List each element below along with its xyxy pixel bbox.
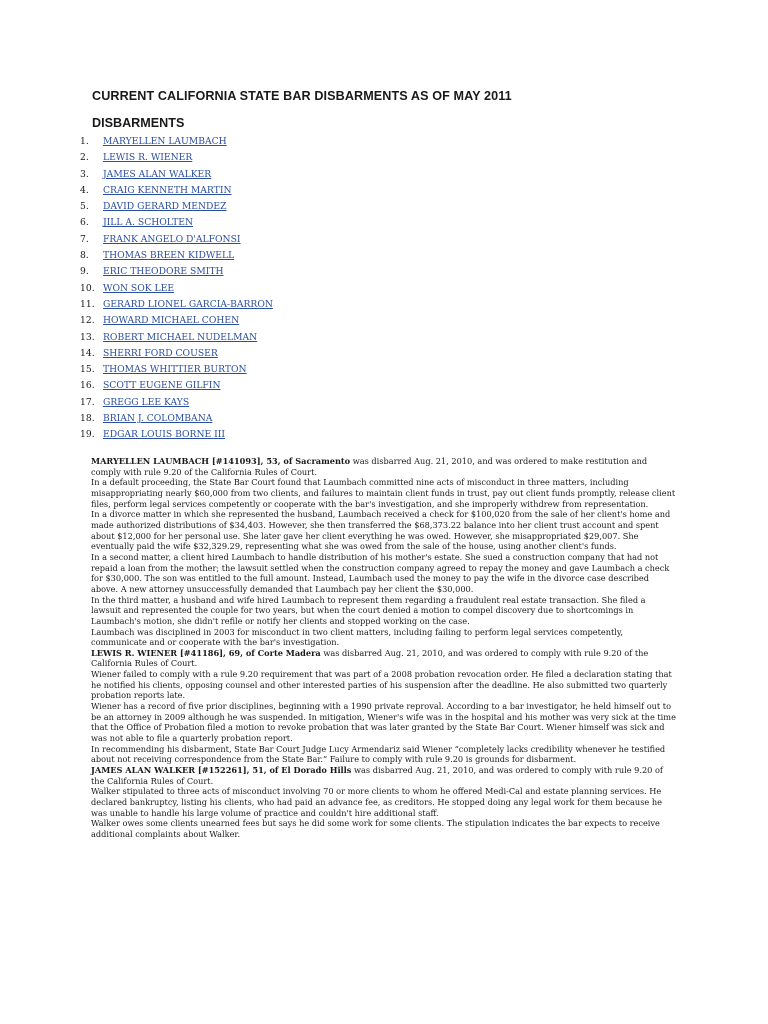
attorney-link[interactable]: BRIAN J. COLOMBANA [103,413,213,425]
entry-intro-paragraph [91,765,677,786]
entry-heading: JAMES ALAN WALKER [#152261], 51, of El Dorado Hills [91,765,352,776]
list-number: 9. [80,266,89,278]
list-number: 4. [80,184,89,196]
entry-lead: was disbarred Aug. 21, 2010, and was ordered to comply with rule 9.20 of the California Rules of Court. [91,647,649,669]
list-number: 14. [80,347,95,359]
list-number: 7. [80,233,89,245]
attorney-link[interactable]: GREGG LEE KAYS [103,396,190,408]
list-number: 8. [80,250,89,262]
list-number: 16. [80,380,95,392]
attorney-link[interactable]: THOMAS WHITTIER BURTON [103,364,247,376]
list-number: 11. [80,298,95,310]
entry-paragraph: In the third matter, a husband and wife hired Laumbach to represent them regarding a fraudulent real estate transaction. She filed a lawsuit and represented the couple for two years, but when the court denied a motion to compel discovery due to shortcomings in Laumbach's motion, she didn't refile or notify her clients and stopped working on the case. [91,594,646,626]
attorney-link[interactable]: ERIC THEODORE SMITH [103,266,224,278]
entry-lead: was disbarred Aug. 21, 2010, and was ordered to comply with rule 9.20 of the California Rules of Court. [91,765,663,786]
attorney-link[interactable]: GERARD LIONEL GARCIA-BARRON [103,298,273,310]
attorney-link[interactable]: EDGAR LOUIS BORNE III [103,429,226,441]
list-number: 17. [80,396,95,408]
entry-paragraph: Wiener failed to comply with a rule 9.20 requirement that was part of a 2008 probation revocation order. He filed a declaration stating that he notified his clients, opposing counsel and other interested parties of his suspension after the deadline. He also submitted two quarterly probation reports late. [91,669,672,701]
attorney-link[interactable]: SHERRI FORD COUSER [103,347,218,359]
entry-paragraph: In a second matter, a client hired Laumbach to handle distribution of his mother's estate. She sued a construction company that had not repaid a loan from the mother; the lawsuit settled when the construction company agreed to repay the money and gave Laumbach a check for $30,000. The son was entitled to the full amount. Instead, Laumbach used the money to pay the wife in the divorce case described above. A new attorney unsuccessfully demanded that Laumbach pay her client the $30,000. [91,551,670,594]
section-heading: DISBARMENTS [92,116,185,130]
entry-paragraph: Laumbach was disciplined in 2003 for misconduct in two client matters, including failing to perform legal services competently, communicate and or cooperate with the bar's investigation. [91,626,624,648]
document-title: CURRENT CALIFORNIA STATE BAR DISBARMENTS AS OF MAY 2011 [92,89,512,103]
attorney-link[interactable]: THOMAS BREEN KIDWELL [103,250,235,262]
list-number: 13. [80,331,95,343]
entry-paragraph: Walker owes some clients unearned fees but says he did some work for some clients. The stipulation indicates the bar expects to receive additional complaints about Walker. [91,818,660,839]
entry-paragraph: Walker stipulated to three acts of misconduct involving 70 or more clients to whom he offered Medi-Cal and estate planning services. He declared bankruptcy, listing his clients, who had paid an advance fee, as creditors. He stopped doing any legal work for them because he was unable to handle his large volume of practice and couldn't hire additional staff. [91,786,662,818]
entry-paragraph: In a default proceeding, the State Bar Court found that Laumbach committed nine acts of misconduct in three matters, including misappropriating nearly $60,000 from two clients, and failures to maintain client funds in trust, pay out client funds promptly, release client files, perform legal services competently or cooperate with the bar's investigation, and she improperly withdrew from representation. [91,477,676,509]
attorney-link[interactable]: ROBERT MICHAEL NUDELMAN [103,331,258,343]
attorney-link[interactable]: HOWARD MICHAEL COHEN [103,315,240,327]
list-number: 15. [80,364,95,376]
list-number: 6. [80,217,89,229]
entry-lead: was disbarred Aug. 21, 2010, and was ordered to make restitution and comply with rule 9.20 of the California Rules of Court. [91,456,648,477]
disbarment-details [91,456,677,840]
entry-paragraph: Wiener has a record of five prior disciplines, beginning with a 1990 private reproval. According to a bar investigator, he held himself out to be an attorney in 2009 although he was suspended. In mitigation, Wiener's wife was in the hospital and his mother was very sick at the time that the Office of Probation filed a motion to revoke probation that was later granted by the State Bar Court. Wiener himself was sick and was not able to file a quarterly probation report. [91,701,676,744]
entry-intro-paragraph [91,648,677,669]
attorney-link[interactable]: JAMES ALAN WALKER [103,168,212,180]
attorney-link[interactable]: SCOTT EUGENE GILFIN [103,380,221,392]
list-number: 19. [80,429,95,441]
entry-paragraph: In recommending his disbarment, State Bar Court Judge Lucy Armendariz said Wiener “completely lacks credibility whenever he testified about not receiving correspondence from the State Bar.” Failure to comply with rule 9.20 is grounds for disbarment. [91,743,666,765]
attorney-link[interactable]: DAVID GERARD MENDEZ [103,201,227,213]
list-number: 5. [80,201,89,213]
attorney-link[interactable]: CRAIG KENNETH MARTIN [103,184,232,196]
list-number: 18. [80,413,95,425]
list-number: 3. [80,168,89,180]
entry-heading: LEWIS R. WIENER [#41186], 69, of Corte Madera [91,647,321,658]
list-number: 1. [80,136,89,147]
list-number: 2. [80,152,89,164]
entry-intro-paragraph [91,456,677,477]
entry-paragraph: In a divorce matter in which she represented the husband, Laumbach received a check for $100,020 from the sale of her client's home and made authorized distributions of $34,403. However, she then transferred the $68,373.22 balance into her client trust account and spent about $12,000 for her personal use. She later gave her client everything he was owed. However, she misappropriated $29,007. She eventually paid the wife $32,329.29, representing what she was owed from the sale of the house, using another client's funds. [91,509,671,552]
list-number: 10. [80,282,95,294]
attorney-link[interactable]: WON SOK LEE [103,282,175,294]
list-number: 12. [80,315,95,327]
attorney-link[interactable]: FRANK ANGELO D'ALFONSI [103,233,241,245]
entry-heading: MARYELLEN LAUMBACH [#141093], 53, of Sacramento [91,456,351,466]
attorney-link[interactable]: JILL A. SCHOLTEN [103,217,194,229]
attorney-link[interactable]: LEWIS R. WIENER [103,152,193,164]
attorney-link[interactable]: MARYELLEN LAUMBACH [103,136,227,147]
